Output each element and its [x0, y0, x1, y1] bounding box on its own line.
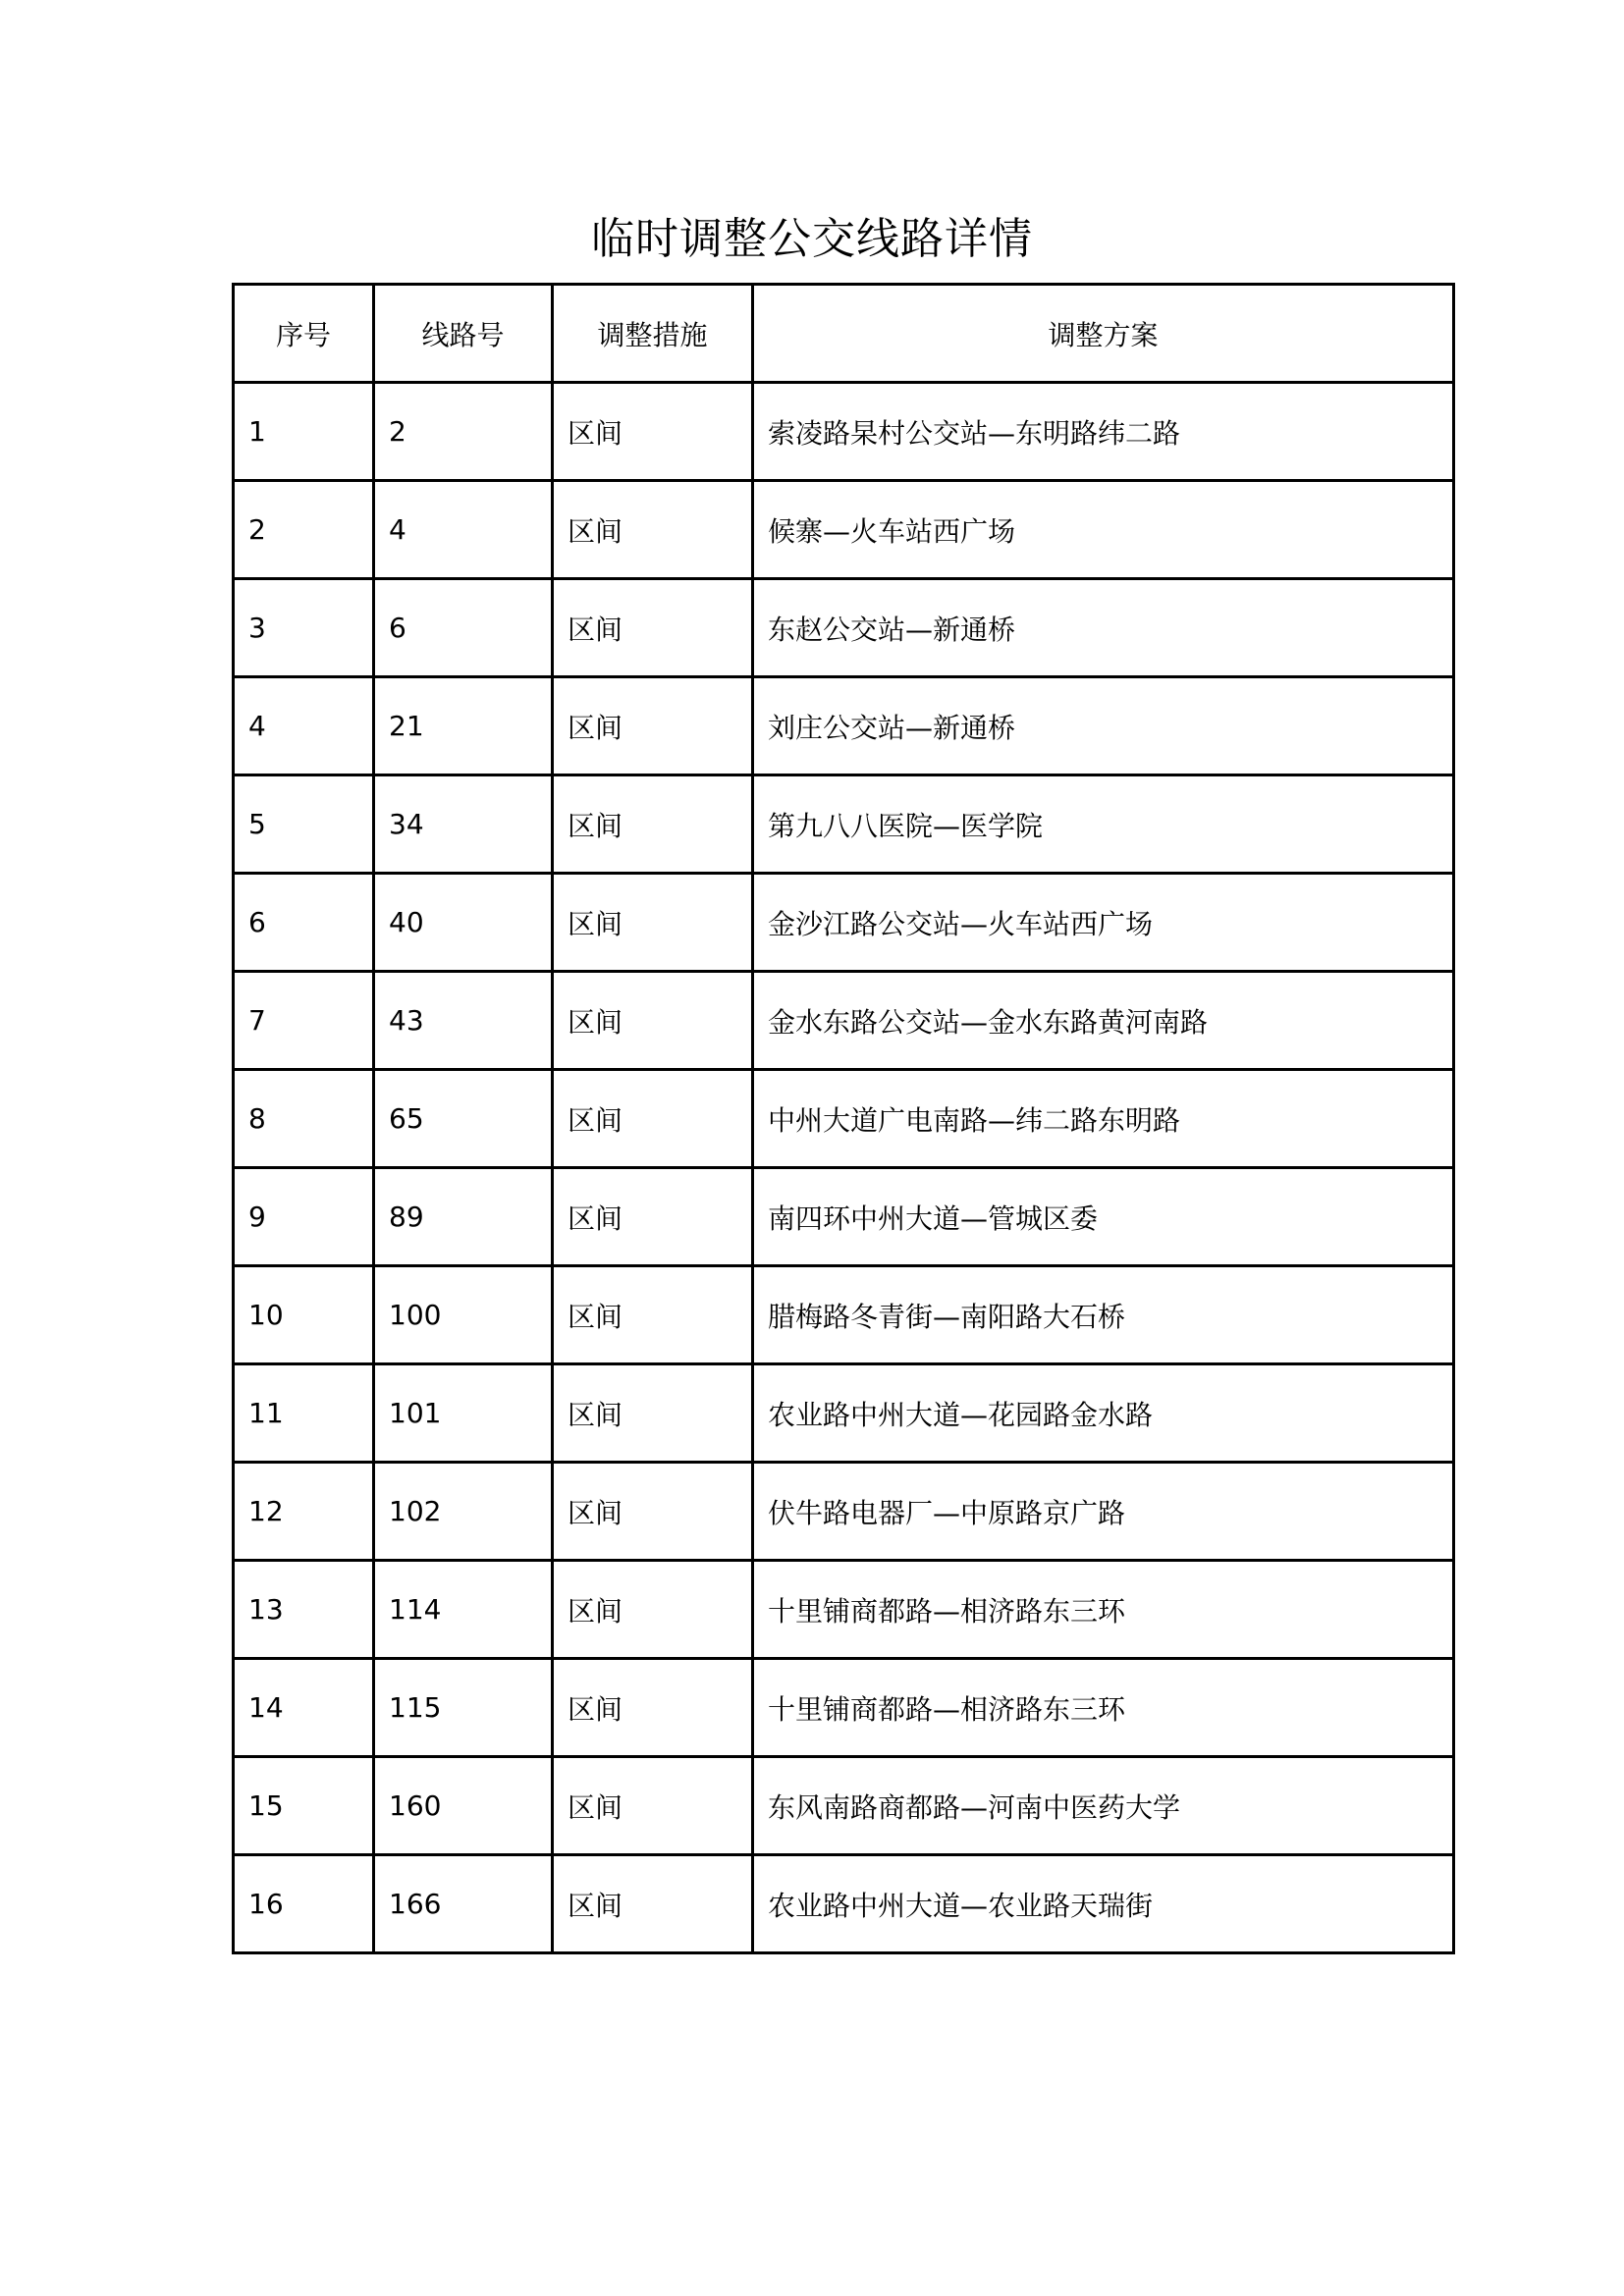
cell-route-number: 4: [374, 481, 553, 579]
cell-adjustment-measure: 区间: [553, 579, 753, 677]
cell-adjustment-plan: 南四环中州大道—管城区委: [753, 1168, 1454, 1266]
cell-serial-number: 1: [234, 383, 374, 481]
cell-adjustment-measure: 区间: [553, 1266, 753, 1364]
cell-adjustment-plan: 农业路中州大道—农业路天瑞街: [753, 1855, 1454, 1953]
cell-adjustment-plan: 伏牛路电器厂—中原路京广路: [753, 1463, 1454, 1561]
table-row: [234, 1463, 1454, 1561]
cell-route-number: 2: [374, 383, 553, 481]
table-row: [234, 775, 1454, 874]
cell-adjustment-plan: 农业路中州大道—花园路金水路: [753, 1364, 1454, 1463]
cell-adjustment-measure: 区间: [553, 972, 753, 1070]
table-row: [234, 677, 1454, 775]
cell-adjustment-plan: 中州大道广电南路—纬二路东明路: [753, 1070, 1454, 1168]
cell-adjustment-plan: 十里铺商都路—相济路东三环: [753, 1659, 1454, 1757]
cell-serial-number: 15: [234, 1757, 374, 1855]
cell-route-number: 166: [374, 1855, 553, 1953]
cell-adjustment-plan: 候寨—火车站西广场: [753, 481, 1454, 579]
cell-route-number: 102: [374, 1463, 553, 1561]
cell-adjustment-measure: 区间: [553, 1659, 753, 1757]
table-row: [234, 1757, 1454, 1855]
cell-serial-number: 7: [234, 972, 374, 1070]
cell-adjustment-plan: 索凌路杲村公交站—东明路纬二路: [753, 383, 1454, 481]
page-title: 临时调整公交线路详情: [591, 214, 1033, 264]
cell-serial-number: 11: [234, 1364, 374, 1463]
cell-route-number: 100: [374, 1266, 553, 1364]
cell-route-number: 89: [374, 1168, 553, 1266]
cell-adjustment-plan: 金沙江路公交站—火车站西广场: [753, 874, 1454, 972]
header-adjustment-plan: 调整方案: [753, 285, 1454, 383]
cell-route-number: 40: [374, 874, 553, 972]
cell-adjustment-measure: 区间: [553, 1561, 753, 1659]
cell-adjustment-measure: 区间: [553, 1757, 753, 1855]
cell-serial-number: 5: [234, 775, 374, 874]
cell-adjustment-measure: 区间: [553, 481, 753, 579]
table-row: [234, 874, 1454, 972]
cell-serial-number: 8: [234, 1070, 374, 1168]
cell-adjustment-measure: 区间: [553, 1855, 753, 1953]
cell-serial-number: 6: [234, 874, 374, 972]
cell-adjustment-measure: 区间: [553, 1070, 753, 1168]
cell-serial-number: 3: [234, 579, 374, 677]
cell-serial-number: 12: [234, 1463, 374, 1561]
cell-route-number: 101: [374, 1364, 553, 1463]
header-route-number: 线路号: [374, 285, 553, 383]
cell-route-number: 21: [374, 677, 553, 775]
cell-adjustment-plan: 东赵公交站—新通桥: [753, 579, 1454, 677]
cell-adjustment-measure: 区间: [553, 1364, 753, 1463]
table-row: [234, 1561, 1454, 1659]
table-row: [234, 1659, 1454, 1757]
table-body: [234, 383, 1454, 1953]
bus-route-table: [232, 283, 1455, 1954]
table-row: [234, 383, 1454, 481]
cell-route-number: 6: [374, 579, 553, 677]
header-adjustment-measure: 调整措施: [553, 285, 753, 383]
header-serial-number: 序号: [234, 285, 374, 383]
table-row: [234, 579, 1454, 677]
cell-adjustment-measure: 区间: [553, 383, 753, 481]
cell-adjustment-plan: 金水东路公交站—金水东路黄河南路: [753, 972, 1454, 1070]
cell-adjustment-measure: 区间: [553, 874, 753, 972]
cell-serial-number: 9: [234, 1168, 374, 1266]
cell-route-number: 115: [374, 1659, 553, 1757]
table-row: [234, 1168, 1454, 1266]
cell-adjustment-plan: 刘庄公交站—新通桥: [753, 677, 1454, 775]
cell-serial-number: 2: [234, 481, 374, 579]
cell-adjustment-measure: 区间: [553, 775, 753, 874]
cell-serial-number: 13: [234, 1561, 374, 1659]
table-header-row: [234, 285, 1454, 383]
table-row: [234, 1266, 1454, 1364]
cell-route-number: 65: [374, 1070, 553, 1168]
cell-adjustment-measure: 区间: [553, 1168, 753, 1266]
cell-route-number: 43: [374, 972, 553, 1070]
cell-route-number: 160: [374, 1757, 553, 1855]
table-row: [234, 1855, 1454, 1953]
cell-serial-number: 14: [234, 1659, 374, 1757]
cell-serial-number: 16: [234, 1855, 374, 1953]
cell-adjustment-plan: 十里铺商都路—相济路东三环: [753, 1561, 1454, 1659]
cell-route-number: 34: [374, 775, 553, 874]
cell-adjustment-plan: 第九八八医院—医学院: [753, 775, 1454, 874]
cell-adjustment-measure: 区间: [553, 1463, 753, 1561]
cell-route-number: 114: [374, 1561, 553, 1659]
cell-adjustment-measure: 区间: [553, 677, 753, 775]
cell-adjustment-plan: 东风南路商都路—河南中医药大学: [753, 1757, 1454, 1855]
cell-adjustment-plan: 腊梅路冬青街—南阳路大石桥: [753, 1266, 1454, 1364]
table-row: [234, 481, 1454, 579]
table-row: [234, 1070, 1454, 1168]
table-row: [234, 972, 1454, 1070]
cell-serial-number: 4: [234, 677, 374, 775]
table-row: [234, 1364, 1454, 1463]
cell-serial-number: 10: [234, 1266, 374, 1364]
